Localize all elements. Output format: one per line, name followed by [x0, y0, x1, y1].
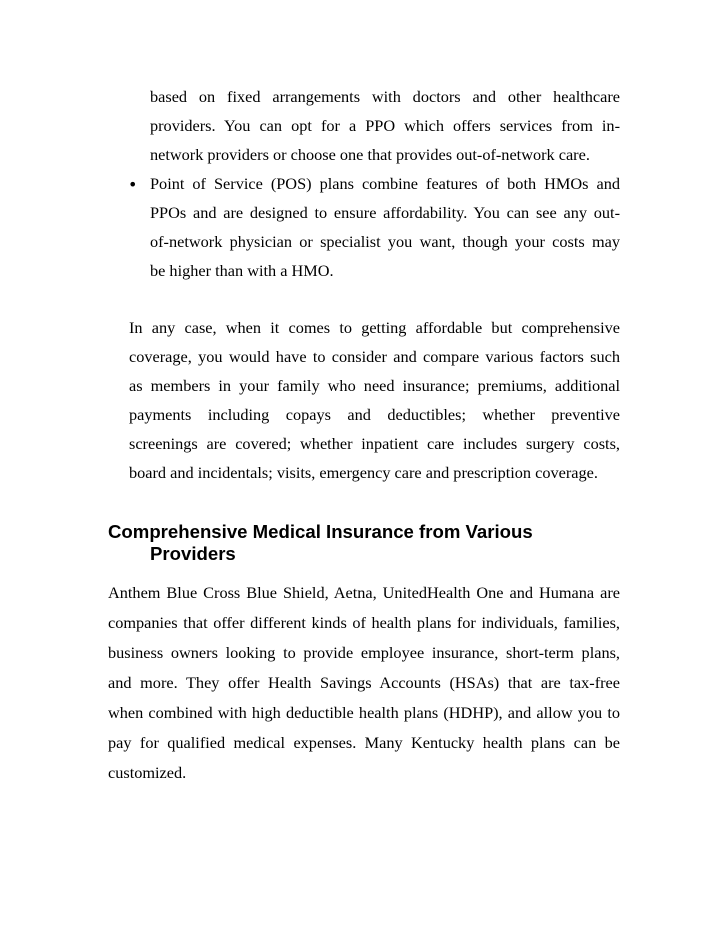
text-line: be higher than with a HMO. [150, 261, 334, 280]
text-line: business owners looking to provide employee insurance, short-term plans, [108, 643, 620, 662]
text-line: when combined with high deductible health plans (HDHP), and allow you to [108, 703, 620, 722]
text-line: of-network physician or specialist you want, though your costs may [150, 232, 620, 251]
text-line: Point of Service (POS) plans combine features of both HMOs and [150, 174, 620, 193]
text-line: network providers or choose one that provides out-of-network care. [150, 145, 590, 164]
text-line: and more. They offer Health Savings Accounts (HSAs) that are tax-free [108, 673, 620, 692]
text-line: pay for qualified medical expenses. Many Kentucky health plans can be [108, 733, 620, 752]
text-line: board and incidentals; visits, emergency care and prescription coverage. [129, 463, 598, 482]
text-line: customized. [108, 763, 187, 782]
heading-line: Providers [150, 543, 236, 564]
text-line: PPOs and are designed to ensure affordability. You can see any out- [150, 203, 620, 222]
text-line: payments including copays and deductibles; whether preventive [129, 405, 620, 424]
heading-line: Comprehensive Medical Insurance from Various [108, 521, 533, 542]
text-line: providers. You can opt for a PPO which offers services from in- [150, 116, 620, 135]
text-line: screenings are covered; whether inpatient care includes surgery costs, [129, 434, 620, 453]
text-line: based on fixed arrangements with doctors and other healthcare [150, 87, 620, 106]
bullet-icon: • [128, 175, 138, 194]
text-line: coverage, you would have to consider and compare various factors such [129, 347, 620, 366]
text-line: Anthem Blue Cross Blue Shield, Aetna, UnitedHealth One and Humana are [108, 583, 620, 602]
text-line: as members in your family who need insurance; premiums, additional [129, 376, 620, 395]
text-line: companies that offer different kinds of health plans for individuals, families, [108, 613, 620, 632]
text-line: In any case, when it comes to getting affordable but comprehensive [129, 318, 620, 337]
